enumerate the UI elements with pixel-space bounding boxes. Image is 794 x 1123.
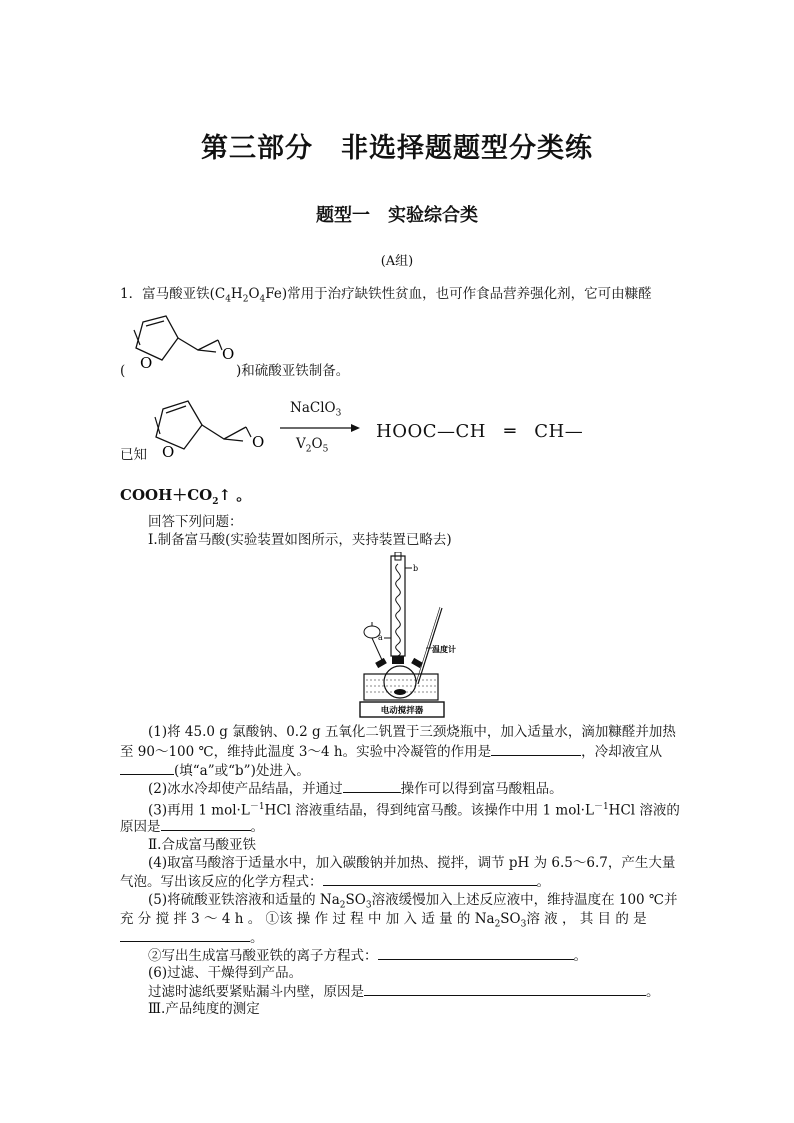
step-4-line-2: 气泡。写出该反应的化学方程式： 。 (120, 874, 550, 890)
inlet-a-label: a (378, 633, 383, 642)
answer-intro: 回答下列问题： (148, 514, 243, 530)
step-5-line-3: 。 (120, 928, 264, 947)
step-5-line-1: (5)将硫酸亚铁溶液和适量的 $Na_2SO_3$溶液缓慢加入上述反应液中，维持温度在 100 ℃并 (148, 892, 678, 911)
stirrer-label: 电动搅拌器 (380, 706, 424, 716)
furfural-structure-2 (148, 395, 278, 467)
part-1-heading: Ⅰ.制备富马酸(实验装置如图所示，夹持装置已略去) (148, 532, 452, 548)
step-2: (2)冰水冷却使产品结晶，并通过 操作可以得到富马酸粗品。 (148, 781, 563, 797)
aldehyde-oxygen-label-2: O (252, 433, 265, 451)
thermometer-label: 温度计 (432, 644, 456, 654)
answer-blank-equation[interactable] (323, 872, 537, 886)
aldehyde-oxygen-label: O (222, 345, 235, 363)
answer-blank-condenser[interactable] (491, 742, 581, 756)
step-5-line-2: 充 分 搅 拌 3 ～ 4 h 。 ①该 操 作 过 程 中 加 入 适 量 的 $Na_2SO_3$溶 液 ， 其 目 的 是 (120, 911, 647, 930)
inlet-b-label: b (413, 564, 419, 573)
furfural-structure (118, 310, 248, 380)
product-formula-end: $COOH+CO_2↑$ 。 (120, 486, 252, 507)
step-3-line-1: (3)再用 1 $mol\cdot L^{-1}HCl$ 溶液重结晶，得到纯富马酸。该操作中用 1 $mol\cdot L^{-1}HCl$ 溶液的 (148, 802, 680, 819)
reaction-arrow (278, 422, 362, 434)
reagent-top: NaClO$_3$ (290, 400, 342, 419)
part-2-heading: Ⅱ.合成富马酸亚铁 (148, 837, 256, 853)
ring-oxygen-label: O (140, 354, 153, 372)
step-1-line-3: (填“a”或“b”)处进入。 (120, 761, 310, 780)
answer-blank-reason[interactable] (161, 817, 251, 831)
answer-blank-operation[interactable] (343, 779, 401, 793)
step-1-line-2: 至 90～100 ℃，维持此温度 3～4 h。实验中冷凝管的作用是 ，冷却液宜从 (120, 744, 663, 760)
known-label: 已知 (120, 447, 147, 463)
ring-oxygen-label-2: O (162, 443, 175, 461)
step-6-line-2: 过滤时滤纸要紧贴漏斗内壁，原因是 。 (148, 984, 660, 1000)
page-title: 第三部分 非选择题题型分类练 (201, 133, 593, 164)
group-label: (A组) (380, 254, 414, 269)
part-3-heading: Ⅲ.产品纯度的测定 (148, 1001, 260, 1017)
answer-blank-purpose[interactable] (120, 928, 250, 942)
step-3-line-2: 原因是 。 (120, 819, 264, 835)
answer-blank-filter-reason[interactable] (364, 982, 646, 996)
prep-text: )和硫酸亚铁制备。 (236, 363, 350, 379)
reagent-bottom: $V_2O_5$ (296, 436, 329, 455)
paren-open: ( (120, 363, 126, 379)
step-1-line-1: (1)将 45.0 g 氯酸钠、0.2 g 五氧化二钒置于三颈烧瓶中，加入适量水，滴加糠醛并加热 (148, 724, 676, 740)
question-1-intro: 1．富马酸亚铁$(C_4H_2O_4Fe)$常用于治疗缺铁性贫血，也可作食品营养强化剂，它可由糠醛 (120, 286, 652, 305)
answer-blank-ionic-equation[interactable] (378, 946, 574, 960)
answer-blank-inlet[interactable] (120, 761, 174, 775)
apparatus-diagram (356, 552, 466, 720)
product-formula: HOOC—CH ═ CH— (376, 421, 584, 442)
step-5-line-4: ②写出生成富马酸亚铁的离子方程式： 。 (148, 948, 587, 964)
step-6-line-1: (6)过滤、干燥得到产品。 (148, 965, 303, 981)
section-title: 题型一 实验综合类 (316, 205, 478, 226)
step-4-line-1: (4)取富马酸溶于适量水中，加入碳酸钠并加热、搅拌，调节 pH 为 6.5～6.7，产生大量 (148, 855, 676, 871)
